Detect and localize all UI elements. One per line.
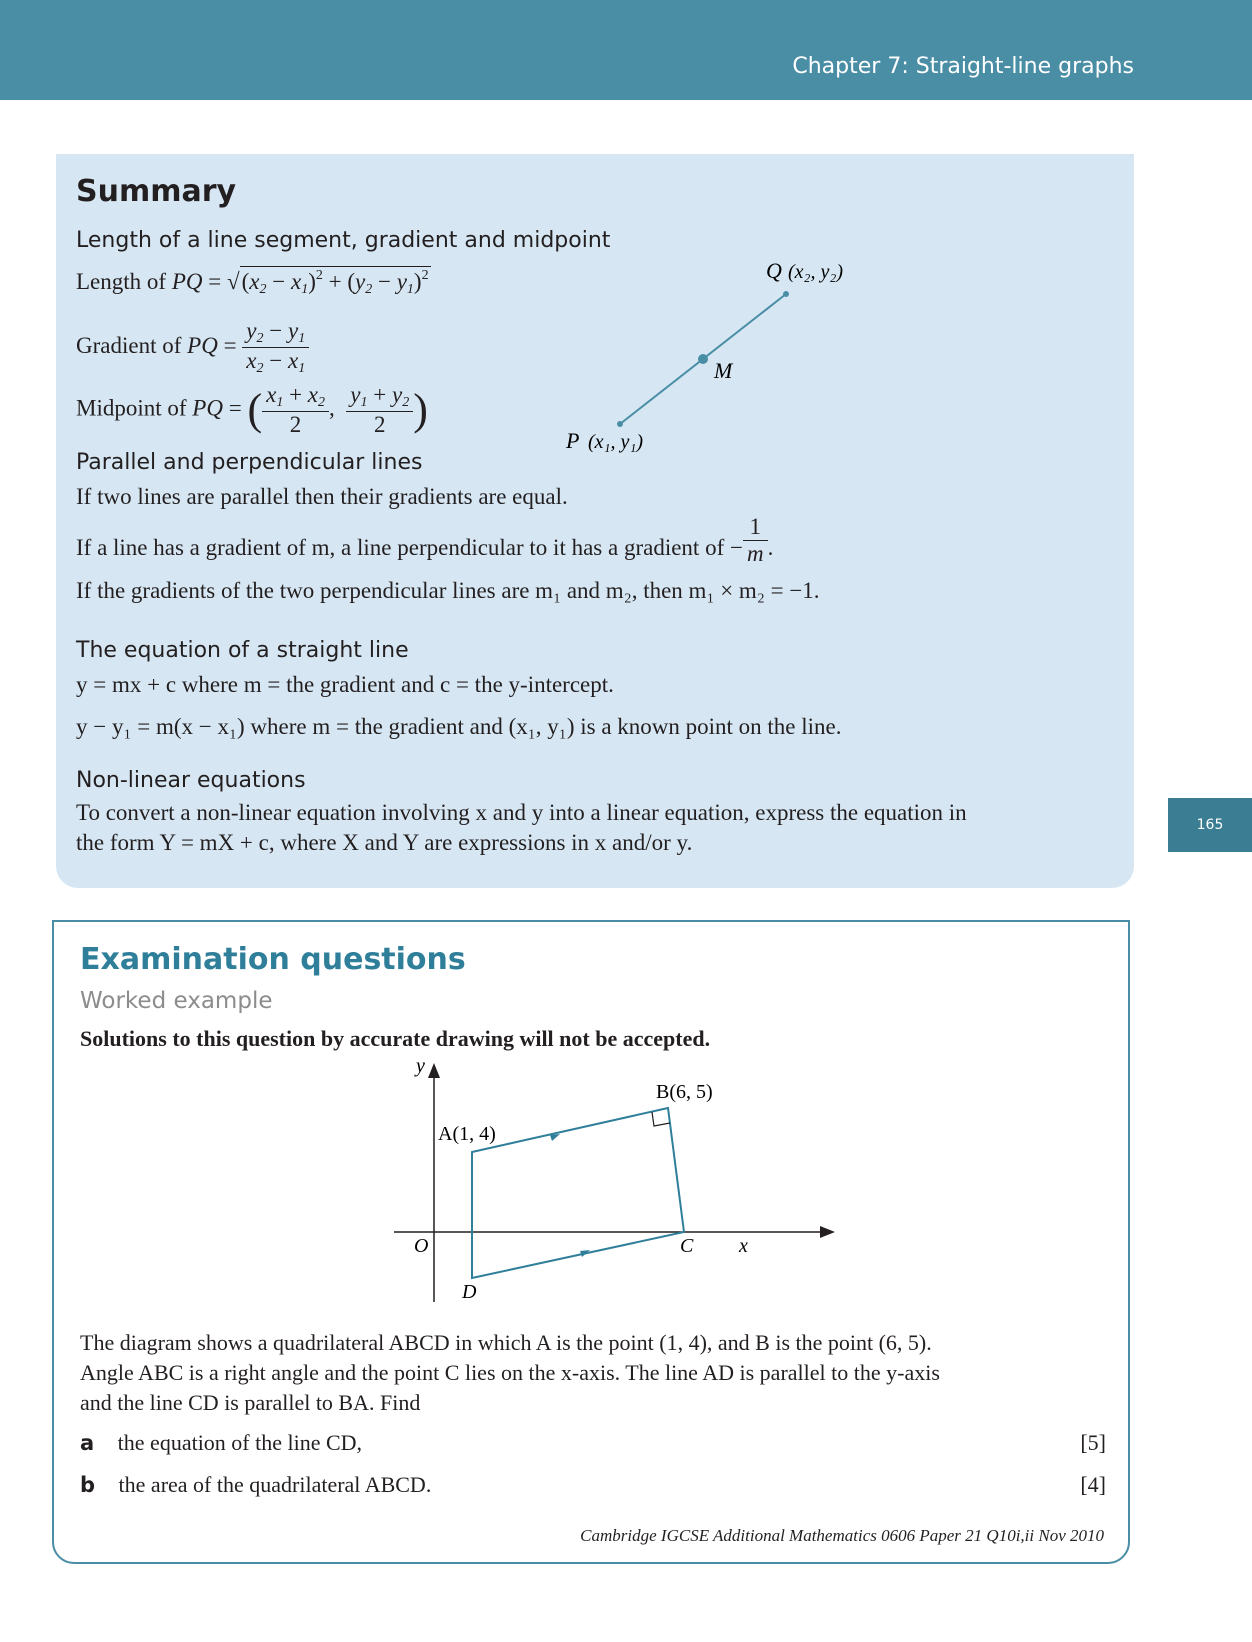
question-line-3: and the line CD is parallel to BA. Find (80, 1390, 421, 1415)
nonlinear-line-2: the form Y = mX + c, where X and Y are expressions in x and/or y. (76, 830, 693, 855)
equation-line-2: y − y₁ = m(x − x₁) where m = the gradient and (x₁, y₁) is a known point on the line. (76, 714, 842, 739)
nonlinear-line-1: To convert a non-linear equation involving x and y into a linear equation, express the equation in (76, 800, 967, 825)
part-a-label: a (80, 1431, 95, 1455)
midpoint-label: Midpoint of (76, 395, 187, 421)
parallel-line-1: If two lines are parallel then their gradients are equal. (76, 484, 568, 509)
exam-title: Examination questions (80, 942, 466, 977)
parallel-line-3: If the gradients of the two perpendicular lines are m₁ and m₂, then m₁ × m₂ = −1. (76, 578, 820, 603)
summary-box (56, 154, 1134, 888)
part-a-text: the equation of the line CD, (117, 1430, 363, 1455)
perp-denominator: m (746, 541, 764, 566)
parallel-line-2: If a line has a gradient of m, a line perpendicular to it has a gradient of − $\frac{1}{m}$ . (76, 514, 774, 566)
origin-label: O (414, 1235, 429, 1257)
summary-title: Summary (76, 174, 237, 209)
point-b-label: B(6, 5) (656, 1081, 713, 1103)
part-b-text: the area of the quadrilateral ABCD. (118, 1472, 432, 1497)
exam-note: Solutions to this question by accurate drawing will not be accepted. (80, 1026, 711, 1051)
source-citation: Cambridge IGCSE Additional Mathematics 0606 Paper 21 Q10i,ii Nov 2010 (580, 1526, 1104, 1545)
point-c-label: C (680, 1235, 694, 1257)
midpoint-m-label: M (714, 358, 733, 383)
part-a-marks: [5] (1080, 1430, 1106, 1455)
question-part-b (80, 1472, 1106, 1498)
midpoint-formula: Midpoint of PQ = ( $\frac{x_1 + x_2}{2}$ , $\frac{y_1 + y_2}{2}$ ) (76, 382, 428, 437)
nonlinear-heading: Non-linear equations (76, 768, 306, 793)
exam-box (52, 920, 1130, 1564)
parallel-heading: Parallel and perpendicular lines (76, 450, 423, 475)
part-b-marks: [4] (1080, 1472, 1106, 1497)
worked-example-label: Worked example (80, 988, 273, 1014)
question-text (80, 1328, 1090, 1418)
length-label: Length of (76, 269, 167, 294)
point-q-coords: (x₂, y₂) (788, 261, 843, 283)
segment-diagram (496, 244, 876, 474)
length-heading: Length of a line segment, gradient and midpoint (76, 228, 611, 253)
parallel-line-2-text: If a line has a gradient of m, a line perpendicular to it has a gradient of − (76, 535, 743, 560)
question-line-1: The diagram shows a quadrilateral ABCD in which A is the point (1, 4), and B is the point (6, 5). (80, 1330, 932, 1355)
point-d-label: D (462, 1281, 477, 1303)
gradient-segment: PQ (187, 332, 218, 358)
question-part-a (80, 1430, 1106, 1456)
midpoint-segment: PQ (192, 395, 223, 421)
page-number: 165 (1168, 798, 1252, 852)
chapter-title: Chapter 7: Straight-line graphs (792, 54, 1134, 79)
length-segment: PQ (171, 269, 203, 294)
point-p-coords: (x₁, y₁) (588, 431, 643, 453)
quadrilateral-diagram (394, 1056, 854, 1316)
point-a-label: A(1, 4) (438, 1123, 496, 1145)
question-line-2: Angle ABC is a right angle and the point C lies on the x-axis. The line AD is parallel to the y-axis (80, 1360, 940, 1385)
equation-line-1: y = mx + c where m = the gradient and c = the y-intercept. (76, 672, 614, 697)
point-p-label: P (566, 428, 580, 453)
point-q-label: Q (766, 258, 782, 283)
x-axis-label: x (739, 1235, 748, 1257)
part-b-label: b (80, 1473, 96, 1497)
length-formula: Length of PQ = $√(x_2 - x_1)^2 + (y_2 - y_1)^2$ (76, 268, 429, 297)
chapter-banner (0, 0, 1252, 100)
gradient-formula: Gradient of PQ = $\frac{y_2 - y_1}{x_2 - x_1}$ (76, 318, 309, 377)
quadrilateral-abcd (472, 1108, 684, 1278)
perp-numerator: 1 (743, 514, 768, 541)
gradient-label: Gradient of (76, 332, 182, 358)
equation-heading: The equation of a straight line (76, 638, 409, 663)
y-axis-label: y (416, 1056, 425, 1077)
right-angle-mark (652, 1112, 670, 1126)
